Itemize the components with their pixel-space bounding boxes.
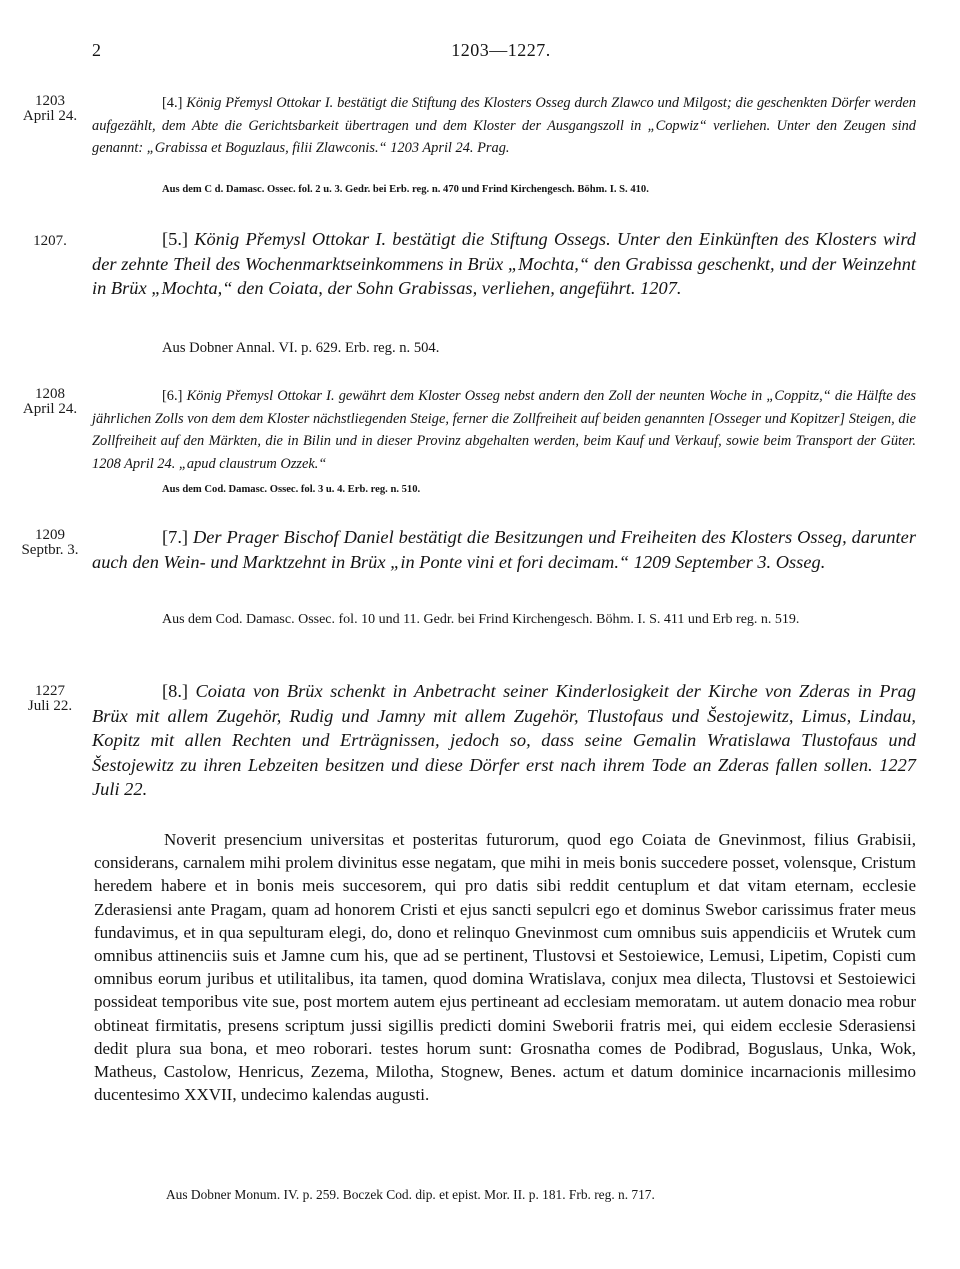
entry-number: [4.]	[162, 95, 183, 111]
entry-date	[14, 684, 86, 714]
regest-text: König Přemysl Ottokar I. gewährt dem Kloster Osseg nebst andern den Zoll der neunten Woche in „Coppitz,“ die Hälfte des jährlichen Zolls von dem dem Kloster nächstliegenden Steige, ferner die Zollfreiheit auf beiden genannten [Osseger und Kopitzer] Steigen, die Zollfreiheit auf den Märkten, die in Bilin und in dieser Provinz abgehalten werden, beim Kauf und Verkauf, sowie beim Transport der Güter. 1208 April 24. „apud claustrum Ozzek.“	[92, 388, 916, 472]
entry-date-year: 1227	[35, 683, 65, 699]
source-citation: Aus Dobner Annal. VI. p. 629. Erb. reg. n. 504.	[162, 340, 440, 356]
regest-text: Der Prager Bischof Daniel bestätigt die Besitzungen und Freiheiten des Klosters Osseg, darunter auch den Wein- und Marktzehnt in Brüx „in Ponte vini et fori decimam.“ 1209 September 3. Osseg.	[92, 527, 916, 572]
entry-date-day: April 24.	[22, 401, 78, 417]
charter-text: Noverit presencium universitas et posteritas futurorum, quod ego Coiata de Gnevinmost, filius Grabisii, considerans, carnalem mihi prolem divinitus esse negatam, que mihi in meis bonis succedere posset, volensque, Cristum heredem habere et in bonis meis succesorem, qui pro datis sibi reddit centuplum et dat vitam eternam, ecclesie Zderasiensi ante Pragam, quam ad honorem Cristi et ejus sancti sepulcri ego et dominus Swebor carissimus frater meus fundavimus, et in qua sepulturam elegi, do, dono et relinquo Gnevinmost cum omnibus suis appendiciis et Wrutek cum omnibus attinenciis suis et Jamne cum his, que ad se pertinent, Tlustovsi et Sestoiewice, Lemusi, Lipetim, Copisti cum omnibus eorum juribus et utilitalibus, ita tamen, quod domina Wratislava, conjux mea dilecta, Tlustovsi et Sestoiewici possideat temporibus vite sue, post mortem autem ejus pertineant ad ecclesiam memoratam. ut autem donacio mea robur obtineat firmitatis, presens scriptum jussi sigillis predicti domini Sweborii fratris mei, qui eidem ecclesie Sderasiensi dedit plura sua bona, et meo roborari. testes horum sunt: Grosnatha comes de Podibrad, Boguslaus, Unka, Wok, Matheus, Castolow, Henricus, Zezema, Milotha, Stognew, Benes. actum et datum dominice incarnacionis millesimo ducentesimo XXVII, undecimo kalendas augusti.	[94, 830, 916, 1105]
regest-summary	[92, 92, 916, 160]
source-citation: Aus dem Cod. Damasc. Ossec. fol. 3 u. 4. Erb. reg. n. 510.	[162, 484, 421, 495]
entry-date-day: Juli 22.	[27, 698, 73, 714]
entry-date-day: Septbr. 3.	[21, 542, 79, 558]
entry-number: [7.]	[162, 527, 189, 547]
entry-date	[14, 234, 86, 249]
regest-text: König Přemysl Ottokar I. bestätigt die Stiftung Ossegs. Unter den Einkünften des Klosters wird der zehnte Theil des Wochenmarktseinkommens in Brüx „Mochta,“ den Grabissa geschenkt, und der Weinzehnt in Brüx „Mochta,“ den Coiata, der Sohn Grabissas, verliehen, angeführt. 1207.	[92, 229, 916, 298]
source-citation-final: Aus Dobner Monum. IV. p. 259. Boczek Cod. dip. et epist. Mor. II. p. 181. Frb. reg. n. 717.	[166, 1187, 655, 1202]
regest-summary	[92, 679, 916, 802]
regest-summary	[92, 227, 916, 301]
entry-number: [5.]	[162, 229, 189, 249]
entry-number: [8.]	[162, 681, 189, 701]
regest-summary	[92, 385, 916, 475]
regest-summary	[92, 525, 916, 574]
entry-date-day: April 24.	[22, 108, 78, 124]
entry-number: [6.]	[162, 388, 183, 404]
entry-date-year: 1208	[35, 386, 65, 402]
entry-date-year: 1209	[35, 527, 65, 543]
regest-text: Coiata von Brüx schenkt in Anbetracht seiner Kinderlosigkeit der Kirche von Zderas in Prag Brüx mit allem Zugehör, Rudig und Jamny mit allem Zugehör, Tlustofaus und Šestojewitz, Limus, Lindau, Kopitz mit allen Rechten und Erträgnissen, jedoch so, dass seine Gemalin Wratislawa Tlustofaus und Šestojewitz zu ihren Lebzeiten besitzen und diese Dörfer erst nach ihrem Tode an Zderas fallen sollen. 1227 Juli 22.	[92, 681, 916, 799]
source-citation: Aus dem C d. Damasc. Ossec. fol. 2 u. 3. Gedr. bei Erb. reg. n. 470 und Frind Kirchengesch. Böhm. I. S. 410.	[162, 184, 649, 195]
entry-date-year: 1203	[35, 93, 65, 109]
regest-text: König Přemysl Ottokar I. bestätigt die Stiftung des Klosters Osseg durch Zlawco und Milgost; die geschenkten Dörfer werden aufgezählt, dem Abte die Gerichtsbarkeit übertragen und dem Kloster der Ausgangszoll in „Copwiz“ verliehen. Unter den Zeugen sind genannt: „Grabissa et Boguzlaus, filii Zlawconis.“ 1203 April 24. Prag.	[92, 95, 916, 156]
page-header	[90, 40, 912, 68]
running-head: 1203—1227.	[451, 40, 551, 60]
entry-date	[14, 387, 86, 417]
page-number: 2	[92, 40, 101, 60]
source-citation: Aus dem Cod. Damasc. Ossec. fol. 10 und 11. Gedr. bei Frind Kirchengesch. Böhm. I. S. 411 und Erb reg. n. 519.	[162, 612, 800, 627]
entry-date-year: 1207.	[33, 233, 67, 249]
entry-date	[14, 94, 86, 124]
entry-date	[14, 528, 86, 558]
